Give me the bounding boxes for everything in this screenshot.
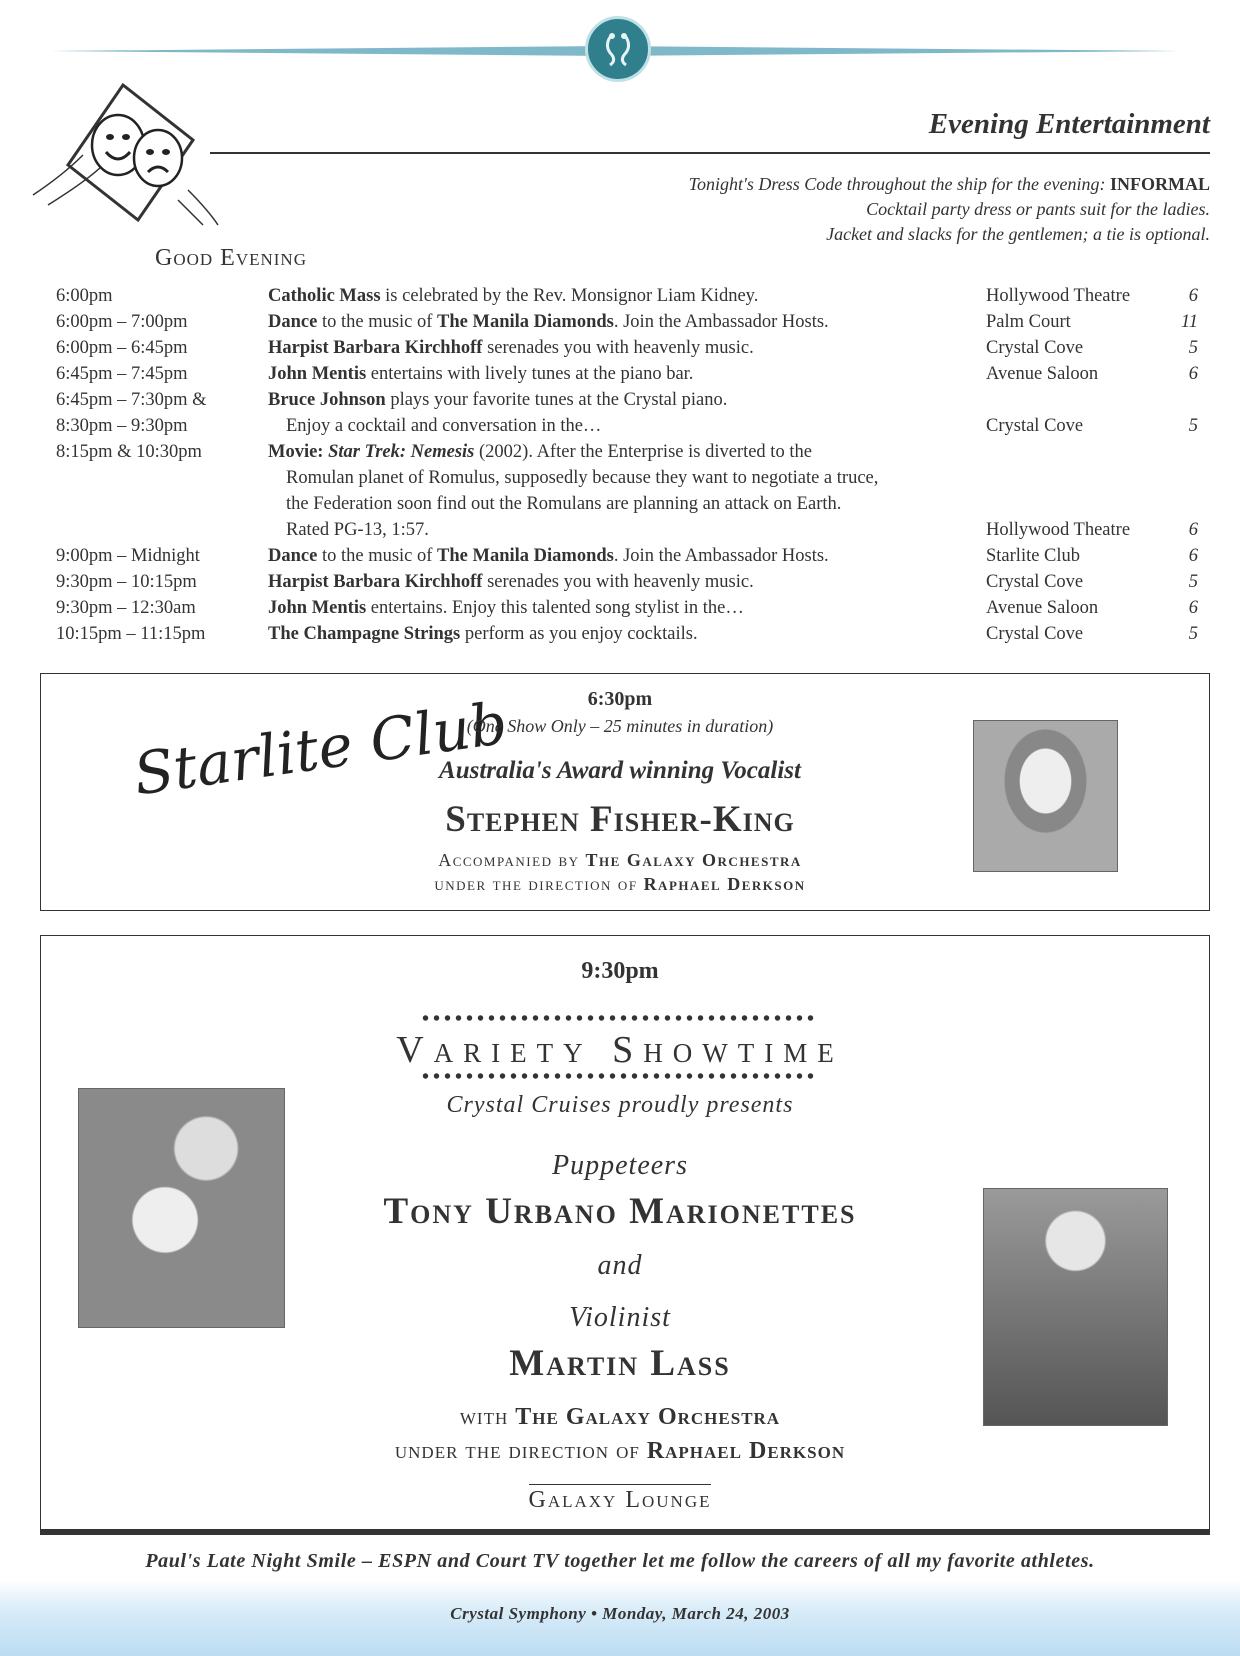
deck-number: 5 <box>1188 624 1198 644</box>
schedule-row <box>0 390 1240 416</box>
greeting-heading: Good Evening <box>155 245 307 271</box>
schedule-time: 10:15pm – 11:15pm <box>56 624 206 644</box>
deck-number: 6 <box>1188 364 1198 384</box>
schedule-description <box>268 390 727 411</box>
schedule-row <box>0 364 1240 390</box>
event-title: Harpist Barbara Kirchhoff <box>268 572 483 592</box>
show1-direction-prefix: under the direction of <box>434 874 638 894</box>
show2-venue <box>0 1487 1240 1514</box>
event-detail: entertains. Enjoy this talented song stylist in the… <box>366 598 744 618</box>
schedule-description <box>268 338 754 359</box>
dress-code-intro: Tonight's Dress Code throughout the ship for the evening: <box>688 174 1106 194</box>
deck-number: 6 <box>1188 598 1198 618</box>
performer-photo <box>973 720 1118 872</box>
event-title: John Mentis <box>268 598 367 618</box>
movie-title: Star Trek: Nemesis <box>328 442 475 462</box>
deck-number: 6 <box>1188 546 1198 566</box>
heading-rule <box>210 152 1210 154</box>
schedule-description <box>286 468 878 489</box>
venue: Crystal Cove <box>986 416 1084 436</box>
event-detail: Romulan planet of Romulus, supposedly because they want to negotiate a truce, <box>286 468 879 488</box>
venue: Palm Court <box>986 312 1071 332</box>
marionettes-photo <box>78 1088 285 1328</box>
venue: Starlite Club <box>986 546 1081 566</box>
schedule-time: 8:15pm & 10:30pm <box>56 442 202 462</box>
schedule-row <box>0 624 1240 650</box>
schedule-time: 6:45pm – 7:45pm <box>56 364 188 384</box>
schedule-description <box>268 546 829 567</box>
show1-director: Raphael Derkson <box>643 874 806 894</box>
band-name: The Manila Diamonds <box>437 546 614 566</box>
schedule-row <box>0 286 1240 312</box>
deck-number: 6 <box>1188 286 1198 306</box>
venue: Crystal Cove <box>986 624 1084 644</box>
show1-tagline: Australia's Award winning Vocalist <box>439 757 801 784</box>
show2-dots-bottom: •••••••••••••••••••••••••••••••••••• <box>421 1066 819 1088</box>
show2-with-prefix: with <box>459 1404 509 1430</box>
schedule-description <box>268 624 698 645</box>
event-title: Movie: <box>268 442 324 462</box>
event-detail: serenades you with heavenly music. <box>482 572 754 592</box>
show1-orchestra: The Galaxy Orchestra <box>585 850 802 870</box>
schedule-description <box>286 416 601 437</box>
event-title: Harpist Barbara Kirchhoff <box>268 338 483 358</box>
event-detail: entertains with lively tunes at the piano bar. <box>366 364 694 384</box>
schedule-row <box>0 546 1240 572</box>
schedule-row <box>0 598 1240 624</box>
schedule-description <box>268 286 758 307</box>
dress-code-ladies: Cocktail party dress or pants suit for the ladies. <box>866 199 1210 219</box>
show1-time: 6:30pm <box>587 688 653 710</box>
event-detail: is celebrated by the Rev. Monsignor Liam Kidney. <box>380 286 759 306</box>
schedule-row <box>0 416 1240 442</box>
schedule-description <box>268 364 693 385</box>
venue: Crystal Cove <box>986 572 1084 592</box>
schedule-row <box>0 468 1240 494</box>
deck-number: 5 <box>1188 572 1198 592</box>
show2-and: and <box>597 1250 643 1281</box>
schedule-row <box>0 520 1240 546</box>
venue: Avenue Saloon <box>986 598 1099 618</box>
event-detail: plays your favorite tunes at the Crystal piano. <box>385 390 728 410</box>
dress-code-gentlemen: Jacket and slacks for the gentlemen; a tie is optional. <box>826 224 1210 244</box>
schedule-row <box>0 312 1240 338</box>
dress-code-value: INFORMAL <box>1110 174 1210 194</box>
show2-venue-label: Galaxy Lounge <box>529 1484 712 1513</box>
show2-role2: Violinist <box>569 1302 671 1333</box>
schedule-time: 6:45pm – 7:30pm & <box>56 390 207 410</box>
show2-direction-prefix: under the direction of <box>394 1438 640 1464</box>
schedule-description <box>268 312 829 333</box>
deck-number: 11 <box>1180 312 1198 332</box>
schedule-row <box>0 572 1240 598</box>
ship-and-date: Crystal Symphony • Monday, March 24, 2003 <box>450 1604 790 1623</box>
show2-presents: Crystal Cruises proudly presents <box>446 1092 794 1118</box>
schedule-row <box>0 338 1240 364</box>
show1-performer: Stephen Fisher-King <box>445 799 795 840</box>
late-night-smile: Paul's Late Night Smile – ESPN and Court TV together let me follow the careers of all my favorite athletes. <box>145 1550 1095 1572</box>
theatre-masks-icon <box>28 80 228 230</box>
schedule-time: 9:00pm – Midnight <box>56 546 200 566</box>
event-detail: Enjoy a cocktail and conversation in the… <box>286 416 602 436</box>
event-detail: . Join the Ambassador Hosts. <box>613 312 829 332</box>
show2-orchestra: The Galaxy Orchestra <box>515 1404 781 1430</box>
show2-act1: Tony Urbano Marionettes <box>383 1191 857 1232</box>
dress-code-block <box>689 172 1210 247</box>
schedule-description <box>286 520 429 541</box>
show2-director: Raphael Derkson <box>646 1438 846 1464</box>
event-detail: the Federation soon find out the Romulans are planning an attack on Earth. <box>286 494 842 514</box>
event-detail: perform as you enjoy cocktails. <box>460 624 698 644</box>
event-mid-text: to the music of <box>317 312 438 332</box>
event-detail: (2002). After the Enterprise is diverted to the <box>474 442 812 462</box>
event-title: Dance <box>268 312 318 332</box>
show1-accomp-prefix: Accompanied by <box>438 850 580 870</box>
deck-number: 5 <box>1188 416 1198 436</box>
show2-title: Variety Showtime <box>396 1029 844 1071</box>
event-title: Dance <box>268 546 318 566</box>
schedule-description <box>268 572 754 593</box>
event-mid-text: to the music of <box>317 546 438 566</box>
schedule-description <box>286 494 841 515</box>
schedule-time: 6:00pm – 7:00pm <box>56 312 188 332</box>
schedule-description <box>268 442 812 463</box>
event-detail: serenades you with heavenly music. <box>482 338 754 358</box>
schedule-time: 8:30pm – 9:30pm <box>56 416 188 436</box>
show2-time: 9:30pm <box>581 958 659 984</box>
show2-dots-top: •••••••••••••••••••••••••••••••••••• <box>421 1008 819 1030</box>
schedule-time: 6:00pm – 6:45pm <box>56 338 188 358</box>
schedule-time: 9:30pm – 12:30am <box>56 598 196 618</box>
event-detail: . Join the Ambassador Hosts. <box>613 546 829 566</box>
deck-number: 5 <box>1188 338 1198 358</box>
show2-role1: Puppeteers <box>552 1150 688 1181</box>
schedule-row <box>0 494 1240 520</box>
schedule-row <box>0 442 1240 468</box>
event-title: Bruce Johnson <box>268 390 386 410</box>
section-title: Evening Entertainment <box>928 108 1210 140</box>
venue: Hollywood Theatre <box>986 520 1131 540</box>
venue: Avenue Saloon <box>986 364 1099 384</box>
schedule-time: 9:30pm – 10:15pm <box>56 572 197 592</box>
event-title: Catholic Mass <box>268 286 381 306</box>
venue: Crystal Cove <box>986 338 1084 358</box>
event-detail: Rated PG-13, 1:57. <box>286 520 429 540</box>
show1-duration: (One Show Only – 25 minutes in duration) <box>466 716 774 736</box>
schedule-time: 6:00pm <box>56 286 113 306</box>
schedule-description <box>268 598 744 619</box>
show2-act2: Martin Lass <box>509 1343 731 1384</box>
deck-number: 6 <box>1188 520 1198 540</box>
event-title: The Champagne Strings <box>268 624 461 644</box>
event-title: John Mentis <box>268 364 367 384</box>
show2-direction <box>0 1438 1240 1465</box>
seahorse-emblem-icon <box>585 16 651 82</box>
show1-direction <box>0 874 1240 895</box>
violinist-photo <box>983 1188 1168 1426</box>
band-name: The Manila Diamonds <box>437 312 614 332</box>
venue: Hollywood Theatre <box>986 286 1131 306</box>
starlite-logo-text: Starlite Club <box>129 688 512 809</box>
